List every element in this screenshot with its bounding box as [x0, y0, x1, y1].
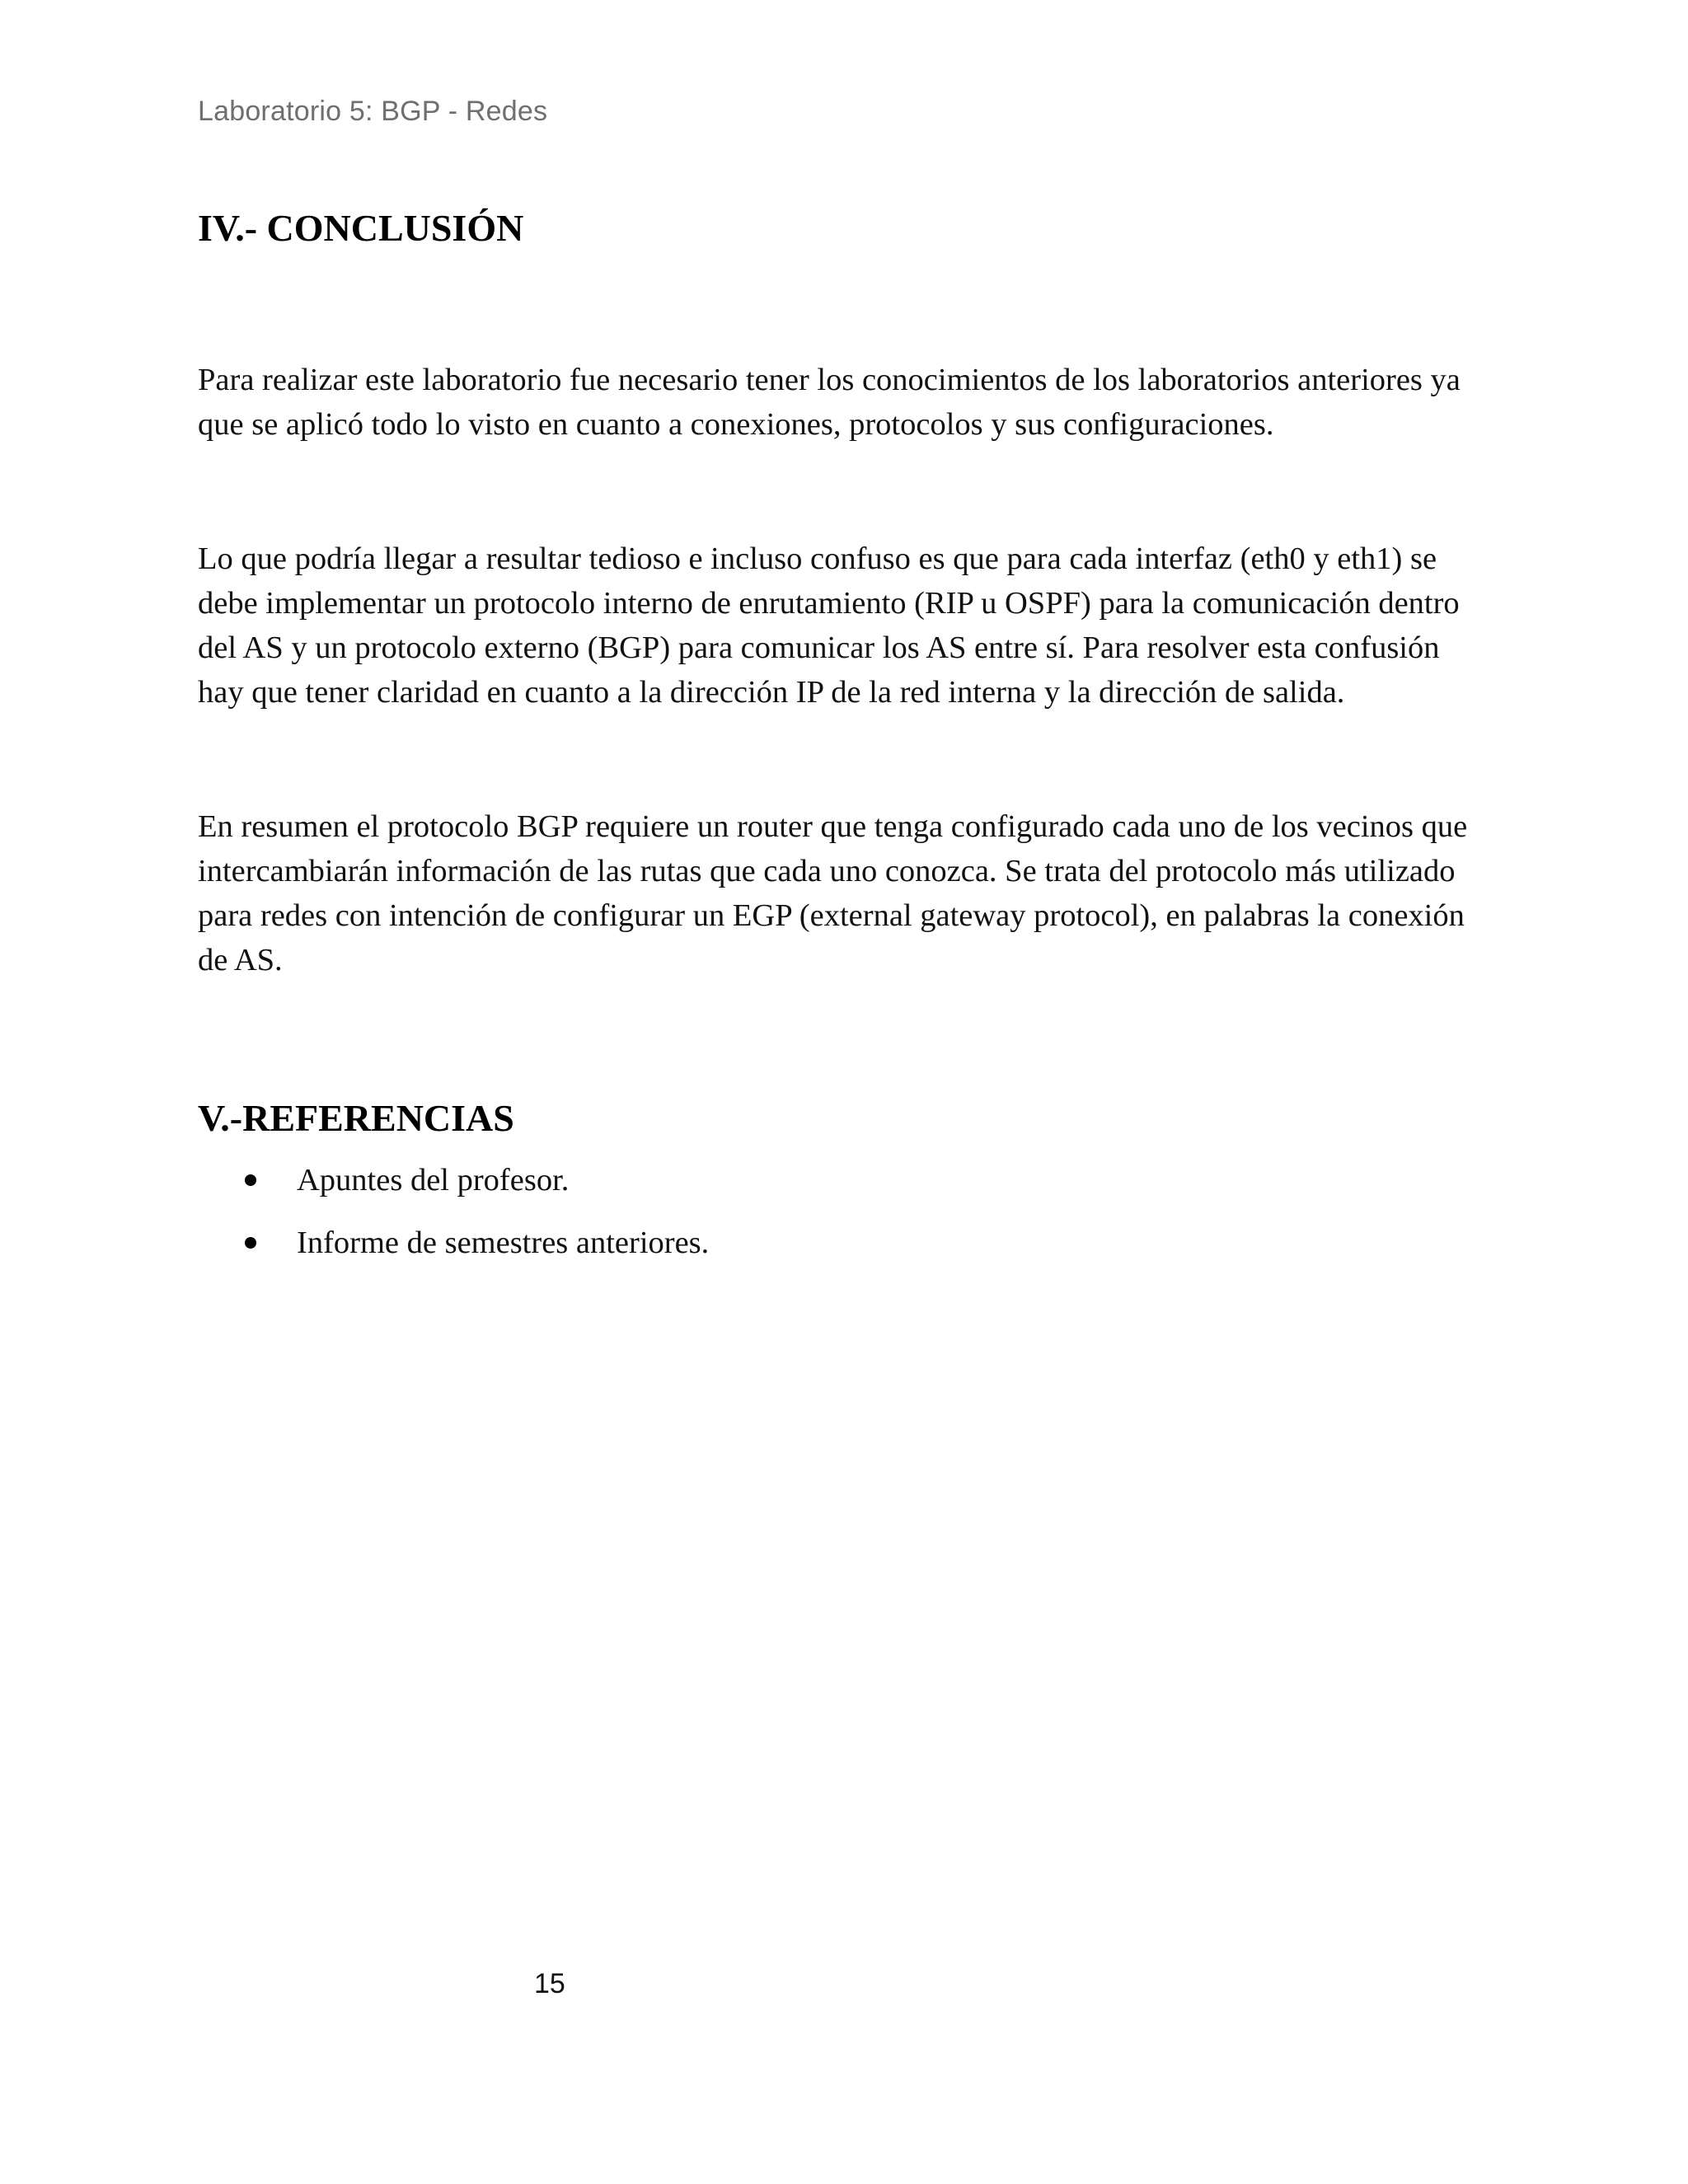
bullet-icon — [245, 1174, 256, 1186]
conclusion-paragraph: Lo que podría llegar a resultar tedioso e incluso confuso es que para cada interfaz (eth0 y eth1) se debe implementar un protocolo interno de enrutamiento (RIP u OSPF) para la comunicación dentro del AS y un protocolo externo (BGP) para comunicar los AS entre sí. Para resolver esta confusión hay que tener claridad en cuanto a la dirección IP de la red interna y la dirección de salida. — [198, 541, 1460, 710]
conclusion-paragraph: En resumen el protocolo BGP requiere un router que tenga configurado cada uno de los vecinos que intercambiarán información de las rutas que cada uno conozca. Se trata del protocolo más utilizado para redes con intención de configurar un EGP (external gateway protocol), en palabras la conexión de AS. — [198, 809, 1468, 977]
conclusion-paragraph: Para realizar este laboratorio fue necesario tener los conocimientos de los laboratorios anteriores ya que se aplicó todo lo visto en cuanto a conexiones, protocolos y sus configuraciones. — [198, 363, 1461, 442]
conclusion-heading: IV.- CONCLUSIÓN — [198, 207, 524, 249]
page-number: 15 — [534, 1968, 565, 1999]
running-header: Laboratorio 5: BGP - Redes — [198, 96, 548, 127]
reference-text: Informe de semestres anteriores. — [297, 1226, 710, 1260]
bullet-icon — [245, 1237, 256, 1249]
references-heading: V.-REFERENCIAS — [198, 1097, 514, 1139]
reference-text: Apuntes del profesor. — [297, 1163, 570, 1197]
